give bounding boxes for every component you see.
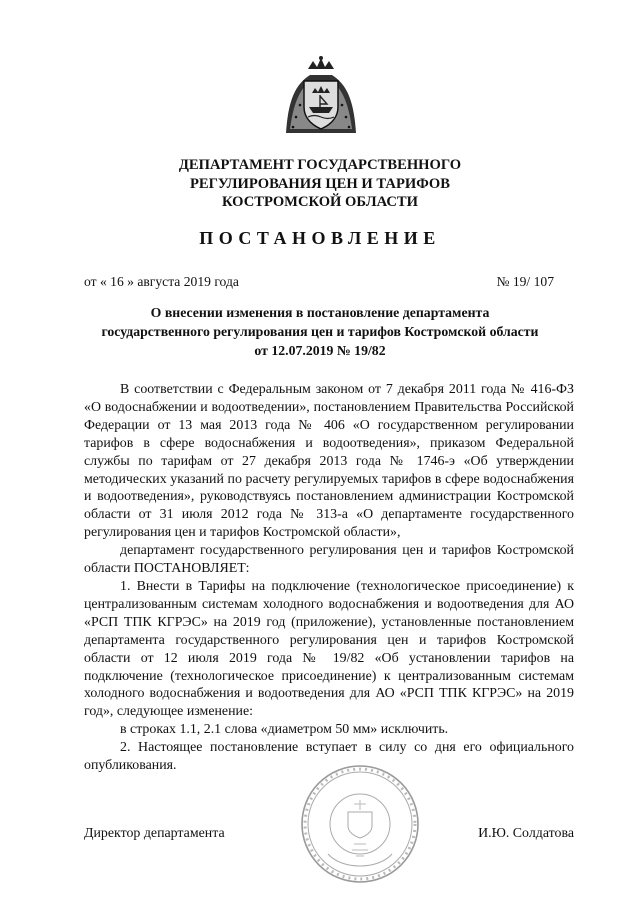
coat-of-arms-icon: [280, 55, 362, 137]
body-paragraph: 2. Настоящее постановление вступает в силу со дня его официального опубликования.: [84, 740, 574, 774]
document-date: от « 16 » августа 2019 года: [84, 274, 239, 289]
official-seal-icon: [298, 762, 422, 886]
subject-line: государственного регулирования цен и тарифов Костромской области: [101, 324, 539, 339]
body-paragraph: В соответствии с Федеральным законом от 7 декабря 2011 года № 416-ФЗ «О водоснабжении и водоотведении», постановлением Правительства Российской Федерации от 13 мая 2013 года № 406 «О государственном регулировании тарифов в сфере водоснабжения и водоотведения», приказом Федеральной службы по тарифам от 27 декабря 2013 года № 1746-э «Об утверждении методических указаний по расчету регулируемых тарифов в сфере водоснабжения и водоотведения», руководствуясь постановлением администрации Костромской области от 31 июля 2012 года № 313-а «О департаменте государственного регулирования цен и тарифов Костромской области»,: [84, 382, 574, 541]
department-line: ДЕПАРТАМЕНТ ГОСУДАРСТВЕННОГО: [178, 157, 462, 173]
signer-position: Директор департамента: [84, 826, 225, 841]
document-body: [84, 381, 574, 775]
document-type-heading: ПОСТАНОВЛЕНИЕ: [199, 228, 441, 248]
subject-line: О внесении изменения в постановление департамента: [150, 305, 490, 320]
department-name: [120, 156, 520, 212]
date-number-line: [84, 274, 554, 290]
body-paragraph: 1. Внести в Тарифы на подключение (технологическое присоединение) к централизованным системам холодного водоснабжения и водоотведения для АО «РСП ТПК КГРЭС» на 2019 год (приложение), установленные постановлением департамента государственного регулирования цен и тарифов Костромской области от 12 июля 2019 года № 19/82 «Об установлении тарифов на подключение (технологическое присоединение) к централизованным системам холодного водоснабжения и водоотведения для АО «РСП ТПК КГРЭС» на 2019 год», следующее изменение:: [84, 578, 574, 720]
body-paragraph: департамент государственного регулирования цен и тарифов Костромской области ПОСТАНОВЛЯЕТ:: [84, 543, 574, 577]
department-line: КОСТРОМСКОЙ ОБЛАСТИ: [221, 194, 419, 210]
signer-name: И.Ю. Солдатова: [478, 826, 574, 841]
document-number: № 19/ 107: [496, 274, 554, 289]
subject-line: от 12.07.2019 № 19/82: [254, 343, 386, 358]
department-line: РЕГУЛИРОВАНИЯ ЦЕН И ТАРИФОВ: [189, 175, 451, 192]
document-subject: [70, 303, 570, 360]
body-paragraph: в строках 1.1, 2.1 слова «диаметром 50 мм» исключить.: [120, 722, 449, 738]
signature-block: [84, 826, 574, 842]
